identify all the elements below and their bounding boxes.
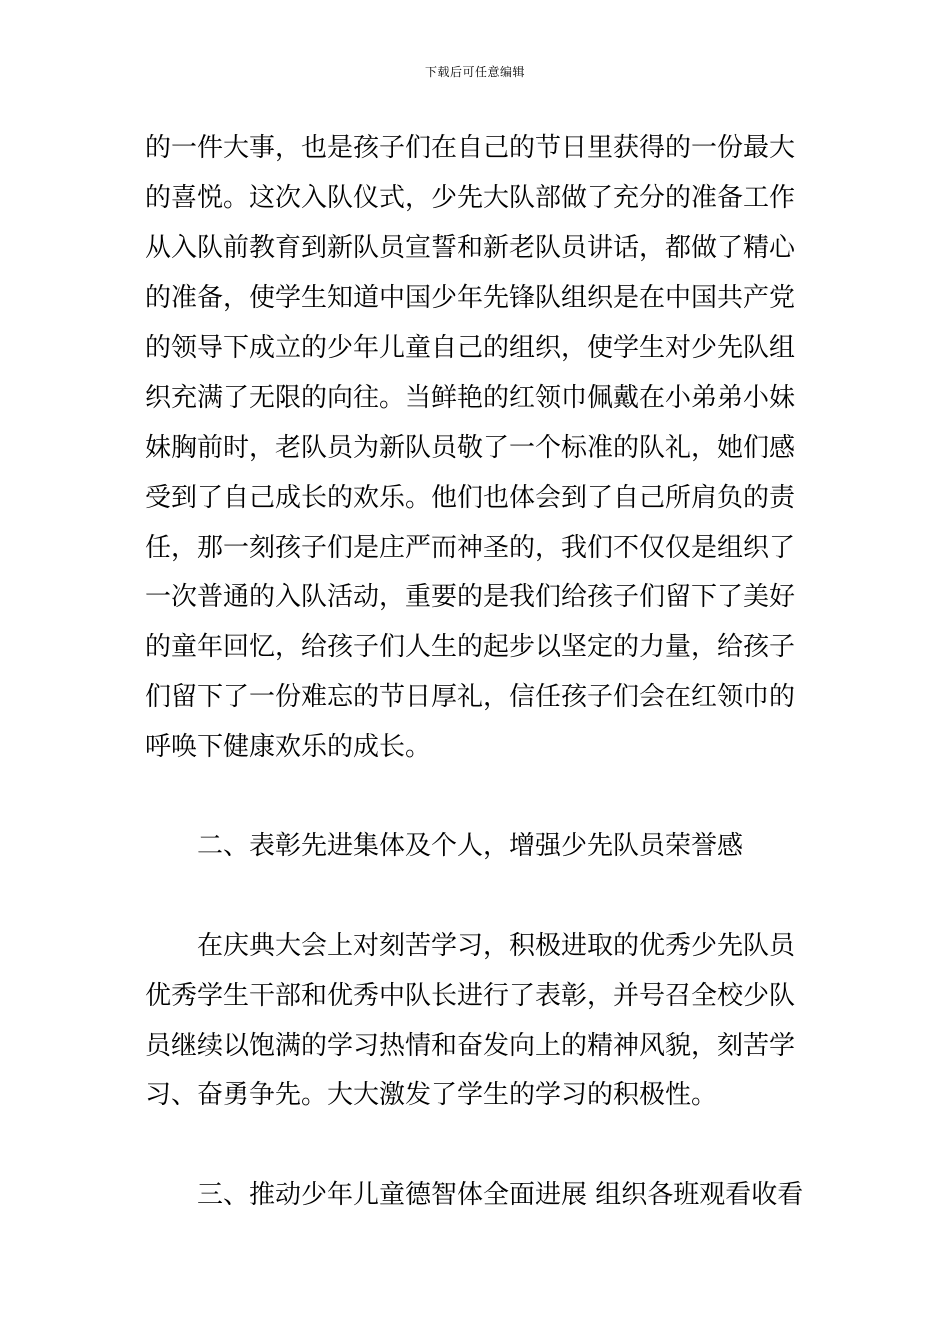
text-line: 一次普通的入队活动，重要的是我们给孩子们留下了美好 [145,582,796,612]
text-line: 的准备，使学生知道中国少年先锋队组织是在中国共产党 [145,283,796,313]
text-line: 在庆典大会上对刻苦学习，积极进取的优秀少先队员 [197,931,796,961]
text-line: 的童年回忆，给孩子们人生的起步以坚定的力量，给孩子 [145,632,796,662]
text-line: 妹胸前时，老队员为新队员敬了一个标准的队礼，她们感 [145,433,796,463]
text-line: 呼唤下健康欢乐的成长。 [145,732,432,762]
text-line: 受到了自己成长的欢乐。他们也体会到了自己所肩负的责 [145,483,796,513]
text-line: 从入队前教育到新队员宣誓和新老队员讲话，都做了精心 [145,233,796,263]
page-header: 下载后可任意编辑 [424,65,525,79]
text-line: 的领导下成立的少年儿童自己的组织，使学生对少先队组 [145,333,796,363]
section-heading-2: 二、表彰先进集体及个人，增强少先队员荣誉感 [197,831,744,861]
text-line: 们留下了一份难忘的节日厚礼，信任孩子们会在红领巾的 [145,682,796,712]
section-heading-3: 三、推动少年儿童德智体全面进展 组织各班观看收看 [197,1180,804,1210]
text-line: 优秀学生干部和优秀中队长进行了表彰，并号召全校少队 [145,981,796,1011]
text-line: 习、奋勇争先。大大激发了学生的学习的积极性。 [145,1080,718,1110]
text-line: 任，那一刻孩子们是庄严而神圣的，我们不仅仅是组织了 [145,533,796,563]
text-line: 的喜悦。这次入队仪式，少先大队部做了充分的准备工作 [145,183,796,213]
text-line: 员继续以饱满的学习热情和奋发向上的精神风貌，刻苦学 [145,1031,796,1061]
text-line: 织充满了无限的向往。当鲜艳的红领巾佩戴在小弟弟小妹 [145,383,796,413]
text-line: 的一件大事，也是孩子们在自己的节日里获得的一份最大 [145,133,796,163]
